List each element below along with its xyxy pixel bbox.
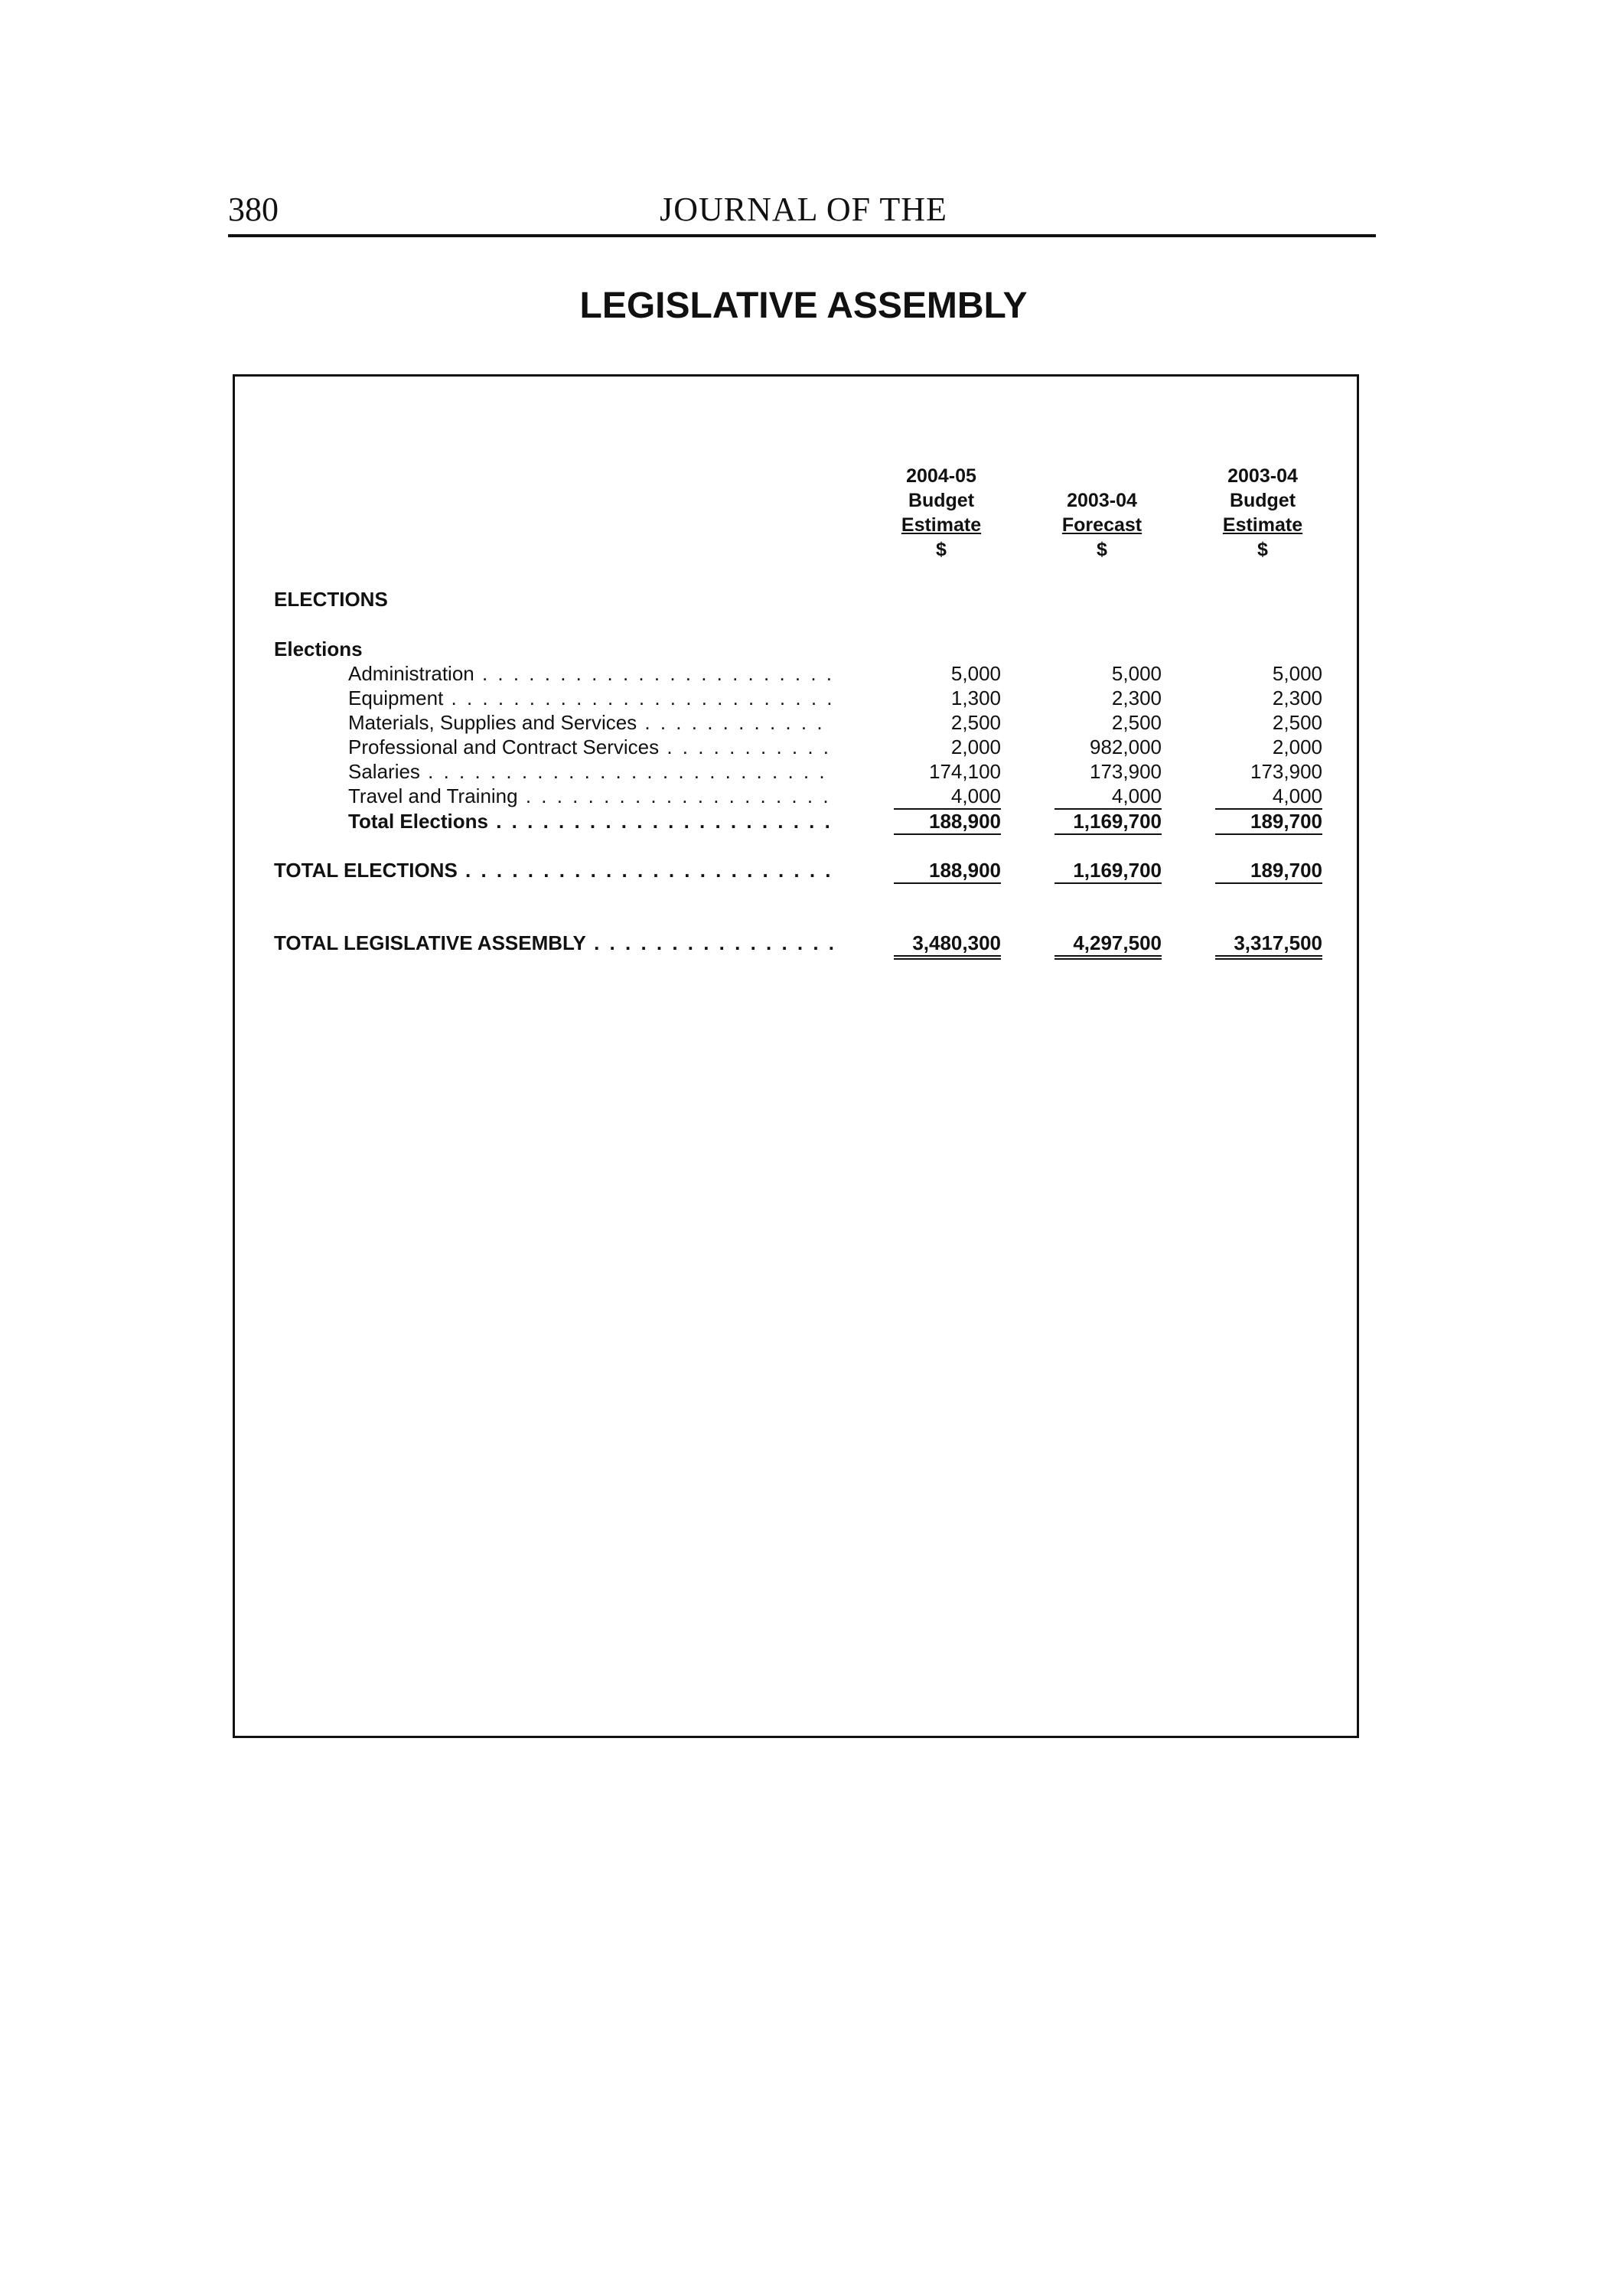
- table-cell: 2,500: [950, 711, 1001, 734]
- subtotal-cell: 188,900: [894, 809, 1001, 835]
- table-cell: 2,000: [950, 735, 1001, 758]
- column-header-line: $: [1257, 539, 1268, 560]
- row-label: Professional and Contract Services . . .: [348, 735, 834, 759]
- table-cell: 4,000: [894, 784, 1001, 810]
- column-header-line: Budget: [1229, 490, 1296, 511]
- table-cell: 4,000: [1215, 784, 1322, 810]
- row-label: Salaries . . .: [348, 759, 834, 784]
- subsection-heading: Elections: [274, 638, 363, 660]
- column-header-line: Estimate: [1222, 514, 1303, 536]
- page-number: 380: [228, 191, 279, 228]
- table-cell: 5,000: [950, 662, 1001, 685]
- table-cell: 982,000: [1090, 735, 1162, 758]
- column-header-budget-2003-04: [1186, 464, 1339, 562]
- table-cell: 174,100: [929, 760, 1001, 783]
- table-cell: 2,500: [1272, 711, 1322, 734]
- table-cell: 5,000: [1272, 662, 1322, 685]
- row-label: Materials, Supplies and Services . . .: [348, 710, 834, 735]
- column-header-line: $: [936, 539, 947, 560]
- subtotal-label: Total Elections . . .: [348, 809, 834, 833]
- table-cell: 2,000: [1272, 735, 1322, 758]
- section-total-cell: 189,700: [1215, 858, 1322, 884]
- column-header-line: Forecast: [1061, 514, 1143, 536]
- row-label: Equipment . . .: [348, 686, 834, 710]
- table-cell: 2,500: [1111, 711, 1162, 734]
- grand-total-cell: 3,317,500: [1215, 931, 1322, 960]
- budget-table-frame: [233, 374, 1359, 1738]
- section-total-cell: 188,900: [894, 858, 1001, 884]
- table-cell: 2,300: [1272, 687, 1322, 709]
- grand-total-cell: 3,480,300: [894, 931, 1001, 960]
- section-total-label: TOTAL ELECTIONS . . .: [274, 858, 834, 882]
- column-header-line: 2003-04: [1067, 490, 1137, 511]
- column-header-line: Estimate: [901, 514, 982, 536]
- subtotal-cell: 1,169,700: [1054, 809, 1162, 835]
- table-cell: 173,900: [1090, 760, 1162, 783]
- table-cell: 4,000: [1054, 784, 1162, 810]
- grand-total-label: TOTAL LEGISLATIVE ASSEMBLY . . .: [274, 931, 834, 955]
- column-header-forecast-2003-04: [1025, 464, 1178, 562]
- running-head: JOURNAL OF THE: [660, 191, 947, 228]
- column-header-line: $: [1097, 539, 1107, 560]
- header-rule: [228, 234, 1376, 237]
- page-title: LEGISLATIVE ASSEMBLY: [579, 285, 1028, 326]
- table-cell: 5,000: [1111, 662, 1162, 685]
- table-cell: 173,900: [1250, 760, 1322, 783]
- column-header-line: Budget: [908, 490, 975, 511]
- table-cell: 1,300: [950, 687, 1001, 709]
- grand-total-cell: 4,297,500: [1054, 931, 1162, 960]
- section-heading: ELECTIONS: [274, 588, 388, 611]
- section-total-cell: 1,169,700: [1054, 858, 1162, 884]
- column-header-budget-2004-05: [865, 464, 1018, 562]
- column-header-line: 2003-04: [1227, 465, 1298, 487]
- row-label: Administration . . .: [348, 661, 834, 686]
- table-cell: 2,300: [1111, 687, 1162, 709]
- row-label: Travel and Training . . .: [348, 784, 834, 808]
- column-header-line: [1025, 464, 1178, 488]
- column-header-line: 2004-05: [906, 465, 976, 487]
- subtotal-cell: 189,700: [1215, 809, 1322, 835]
